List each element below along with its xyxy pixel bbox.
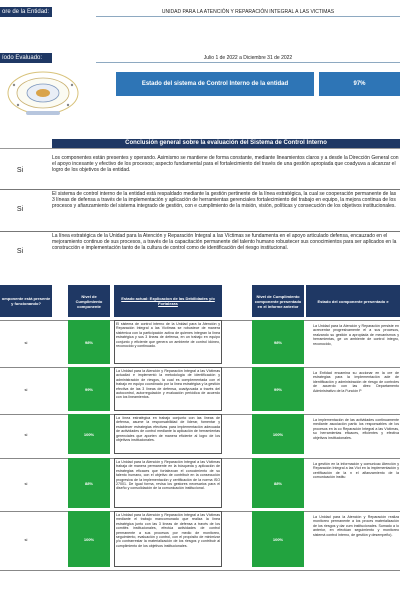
row-explanation: La línea estratégica en trabajo conjunto con las líneas de defensa, asume la responsabilidad de liderar, fomentar y establecer estrategias efectivas para implementación adecuada de actividades de control mediante la aplicación de herramientas gerenciales que aporten de manera eficiente al logro de los objetivos institucionales. xyxy=(114,414,222,454)
header-explanation: Estado actual: Explicacion de las Debilidades y/o Fortalezas xyxy=(114,285,222,317)
status-value: 97% xyxy=(319,72,400,96)
row-component: si xyxy=(24,386,28,392)
divider xyxy=(0,570,400,571)
row-prev-state: La Unidad para la Atención y Reparación realiza monitoreo permanente a los proces materialización de los riesgos y dar cum institucionales. Sumado a lo anterior, en efectúan seguimiento y monitoreo sistemá control interno, de gestión y desempeño). xyxy=(313,515,399,537)
row-level-badge: 100% xyxy=(68,511,110,567)
period-label: íodo Evaluado: xyxy=(0,53,52,63)
period-value: Julio 1 de 2022 a Diciembre 31 de 2022 xyxy=(96,53,400,63)
conclusion-title: Conclusión general sobre la evaluación del Sistema de Control Interno xyxy=(52,139,400,148)
divider xyxy=(0,231,400,232)
header-component: omponente está presente y funcionando? xyxy=(0,285,52,317)
row-prev-state: La gestión en la información y comunicac Atención y Reparación Integral a las Víct en la implementación y certificación de la n el afianzamiento de la comunicación institu xyxy=(313,462,399,480)
row-prev-level-badge: 99% xyxy=(252,367,304,411)
row-prev-state: La Entidad encamina su accionar en la cre de estrategias para la implementación ade de identificación y administración de riesgo de controles de acuerdo con las direc Departamento Administrativo de la Función P xyxy=(313,371,399,393)
row-explanation: El sistema de control interno de la Unidad para la Atención y Reparación Integral a las Víctimas se robustece de manera sistémica con la participación activa de quienes integran la línea estratégica y sus 3 líneas de defensa, en un trabajo en equipo conjunto y eficiente que genera un ambiente de control idóneo, reconocido y continuado. xyxy=(114,320,222,364)
row-prev-level-badge: 100% xyxy=(252,511,304,567)
header-prev-level: Nivel de Cumplimiento componente presentado en el informe anterior xyxy=(252,285,304,317)
row-explanation: La Unidad para la Atención y Reparación Integral a las Víctimas mediante el trabajo mancomunado que realiza la línea estratégica junto con las 3 líneas de defensa a través de los comités institucionales, efectúa actividades de control permanente a sus procesos por medio de monitoreo, seguimiento, evaluación y control, con el propósito de minimizar y/o contrarrestar la materialización de los riesgos y contribuir al cumplimiento de los objetivos institucionales. xyxy=(114,511,222,567)
row-level-badge: 99% xyxy=(68,367,110,411)
header-prev-state: Estado del componente presentado e xyxy=(306,285,400,317)
conclusion-answer: Si xyxy=(16,166,24,174)
divider xyxy=(0,189,400,190)
conclusion-answer: Si xyxy=(16,247,24,255)
row-component: si xyxy=(24,480,28,486)
row-prev-state: La implementación de las actividades continuamente mediante asociación partic los responsables de los procesos en la co Reparación Integral a las Víctimas, su herramientas eficaces, eficientes y efectiva objetivos institucionales. xyxy=(313,418,399,440)
control-model-diagram xyxy=(6,65,80,121)
row-prev-state: La Unidad para la Atención y Reparación persiste en acrecentar progresivamente el a sus procesos, realzando su gestión a apropiada de mecanismos y herramientas, ge un ambiente de control íntegro, reconocido, xyxy=(313,324,399,346)
conclusion-table xyxy=(0,148,400,276)
entity-value: UNIDAD PARA LA ATENCIÓN Y REPARACIÓN INTEGRAL A LAS VICTIMAS xyxy=(96,7,400,17)
row-prev-level-badge: 88% xyxy=(252,458,304,508)
row-level-badge: 100% xyxy=(68,414,110,454)
row-component: si xyxy=(24,339,28,345)
conclusion-text: La línea estratégica de la Unidad para la Atención y Reparación Integral a las Víctimas se fundamenta en el apoyo articulado defensa, encauzado en el mejoramiento continuo de sus procesos, a través de la capacitación permanente del talento humano robustecer sus conocimientos para ser aplicados en la construcción e implementación tanto de la cultura de control como de identificación del riesgo institucional. xyxy=(52,233,397,251)
conclusion-text: El sistema de control interno de la entidad está respaldado mediante la gestión pertinente de la línea estratégica, la cual se cooperación permanente de las 3 líneas de defensa a través de la implementación y aplicación de herramientas gerenciales fortalecimiento del trabajo en equipo, la mejora continua de los procesos y afianzamiento del sistema integrado de gestión, con e cumplimiento de la misión, visión, políticas y consecución de los objetivos institucionales. xyxy=(52,191,397,209)
row-explanation: La Unidad para la Atención y Reparación Integral a las Víctimas actualizó e implementó la metodología de identificación y administración de riesgos, la cual es complementada con el trabajo en equipo coordinado por la línea estratégica y la gestión efectiva de las 3 líneas de defensa, coadyuvada a través del autocontrol, autorregulación y evaluación periódica de acuerdo con los lineamientos. xyxy=(114,367,222,411)
conclusion-text: Los componentes están presentes y operando. Asimismo se mantiene de forma constante, mediante lineamientos claros y a desde la Dirección General con el apoyo incesante y efectivo de los procesos; aspecto fundamental para el fortalecimiento del través de una gestión apropiada que coadyuva a alcanzar el logro de los objetivos de la entidad. xyxy=(52,155,399,173)
row-level-badge: 98% xyxy=(68,320,110,364)
header-level: Nivel de Cumplimiento componente xyxy=(68,285,110,317)
row-level-badge: 88% xyxy=(68,458,110,508)
conclusion-answer: Si xyxy=(16,205,24,213)
row-explanation: La Unidad para la Atención y Reparación Integral a las Víctimas trabaja de manera permanente en la búsqueda y aplicación de estrategias eficaces que fortalezcan el conocimiento de su talento humano, con el objetivo de contribuir en la consecución progresiva de la implementación y certificación de la norma ISO 27001. De igual forma, revisa los gestores necesarios para el diseño y consolidación de la comunicación institucional. xyxy=(114,458,222,508)
row-component: si xyxy=(24,536,28,542)
row-prev-level-badge: 98% xyxy=(252,320,304,364)
entity-label: ore de la Entidad: xyxy=(0,7,52,17)
row-prev-level-badge: 100% xyxy=(252,414,304,454)
status-label: Estado del sistema de Control Interno de la entidad xyxy=(116,72,314,96)
row-component: si xyxy=(24,431,28,437)
